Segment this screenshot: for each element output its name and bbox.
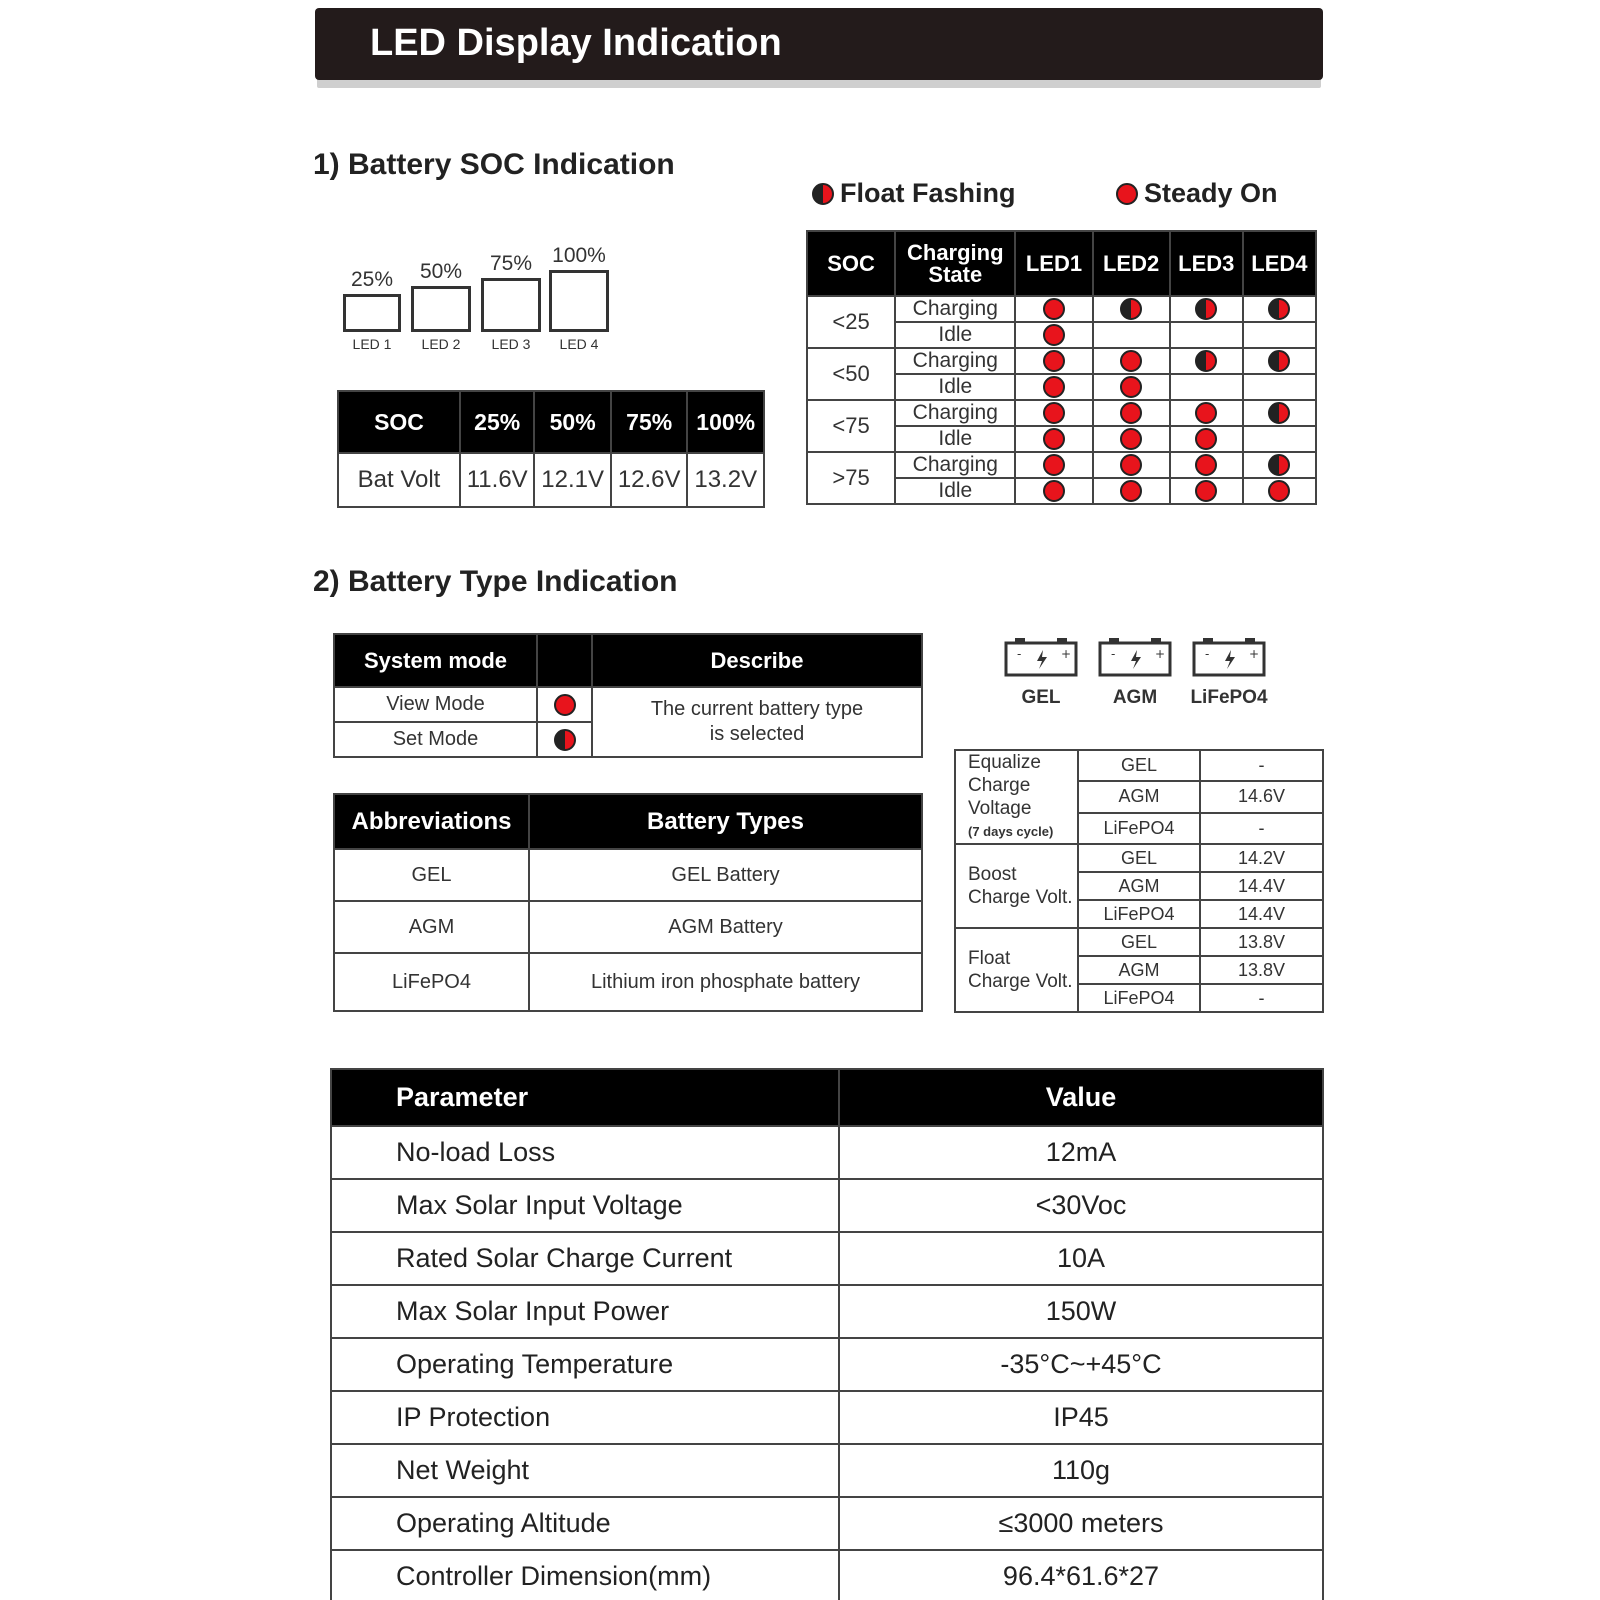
- set-mode-label: Set Mode: [334, 722, 537, 757]
- param-row: [331, 1179, 1323, 1232]
- param-row: [331, 1391, 1323, 1444]
- steady-on-icon: [1043, 376, 1065, 398]
- battery-icon-wrap: [1090, 636, 1180, 709]
- voltage-row: [955, 844, 1323, 872]
- param-row: [331, 1550, 1323, 1600]
- led-table-header: LED3: [1170, 231, 1243, 296]
- led-cell: [1093, 322, 1170, 348]
- voltage-battery-type: LiFePO4: [1078, 813, 1200, 844]
- charging-state: Charging: [895, 348, 1015, 374]
- steady-on-icon: [1043, 298, 1065, 320]
- param-value: <30Voc: [839, 1179, 1323, 1232]
- legend-float: [812, 178, 1016, 209]
- battery-icon-label: GEL: [1021, 687, 1061, 708]
- param-name: Operating Altitude: [331, 1497, 839, 1550]
- parameter-table: [330, 1068, 1324, 1600]
- steady-on-icon: [1043, 428, 1065, 450]
- led-name-label: LED 4: [559, 336, 599, 352]
- voltage-battery-type: AGM: [1078, 956, 1200, 984]
- led-box: [549, 270, 609, 332]
- view-mode-label: View Mode: [334, 687, 537, 722]
- steady-on-icon: [1195, 480, 1217, 502]
- led-percent-label: 25%: [350, 268, 394, 291]
- soc-voltage-table: [337, 390, 765, 508]
- led-cell: [1243, 348, 1316, 374]
- mode-led-header: [537, 634, 592, 687]
- charging-state: Idle: [895, 322, 1015, 348]
- soc-range: >75: [807, 452, 895, 504]
- steady-on-icon: [1120, 376, 1142, 398]
- describe-header: Describe: [592, 634, 922, 687]
- voltage-group-label: Equalize Charge Voltage: [968, 752, 1041, 819]
- battery-type-cell: AGM Battery: [529, 901, 922, 953]
- float-flashing-icon: [812, 183, 834, 205]
- led-cell: [1015, 478, 1092, 504]
- soc-header-cell: 75%: [611, 391, 688, 453]
- param-value: 110g: [839, 1444, 1323, 1497]
- battery-icon: [1191, 636, 1267, 678]
- led-cell: [1015, 296, 1092, 322]
- led-illustration-4: [543, 244, 615, 352]
- svg-text:+: +: [1155, 647, 1166, 661]
- voltage-battery-type: AGM: [1078, 872, 1200, 900]
- float-flashing-icon: [1268, 298, 1290, 320]
- led-cell: [1093, 348, 1170, 374]
- charging-state: Charging: [895, 400, 1015, 426]
- led-cell: [1093, 296, 1170, 322]
- svg-text:+: +: [1249, 647, 1260, 661]
- steady-on-icon: [1195, 428, 1217, 450]
- legend-float-label: Float Fashing: [840, 178, 1016, 208]
- led-status-table: [806, 230, 1317, 505]
- param-value: ≤3000 meters: [839, 1497, 1323, 1550]
- led-table-header: LED2: [1093, 231, 1170, 296]
- led-cell: [1170, 348, 1243, 374]
- led-cell: [1093, 374, 1170, 400]
- led-cell: [1243, 400, 1316, 426]
- led-cell: [1170, 426, 1243, 452]
- view-mode-led: [537, 687, 592, 722]
- soc-header-cell: 50%: [534, 391, 611, 453]
- voltage-group: [955, 928, 1078, 1012]
- param-row: [331, 1497, 1323, 1550]
- voltage-battery-type: LiFePO4: [1078, 900, 1200, 928]
- soc-range: <75: [807, 400, 895, 452]
- param-value: IP45: [839, 1391, 1323, 1444]
- section-soc-title: 1) Battery SOC Indication: [313, 148, 675, 181]
- float-flashing-icon: [1120, 298, 1142, 320]
- led-cell: [1015, 400, 1092, 426]
- led-name-label: LED 2: [421, 336, 461, 352]
- led-cell: [1170, 374, 1243, 400]
- steady-on-icon: [1043, 402, 1065, 424]
- bat-volt-value: 11.6V: [460, 453, 534, 507]
- section-type-title: 2) Battery Type Indication: [313, 565, 678, 598]
- voltage-value: 13.8V: [1200, 928, 1323, 956]
- abbr-header: Abbreviations: [334, 794, 529, 849]
- abbreviations-table: [333, 793, 923, 1012]
- param-name: Controller Dimension(mm): [331, 1550, 839, 1600]
- led-cell: [1170, 322, 1243, 348]
- mode-header: System mode: [334, 634, 537, 687]
- steady-on-icon: [554, 694, 576, 716]
- param-value: 96.4*61.6*27: [839, 1550, 1323, 1600]
- led-table-header: Charging State: [895, 231, 1015, 296]
- param-name: Operating Temperature: [331, 1338, 839, 1391]
- voltage-row: [955, 750, 1323, 781]
- legend-steady-label: Steady On: [1144, 178, 1278, 208]
- page-title: LED Display Indication: [370, 22, 782, 64]
- charging-state: Charging: [895, 452, 1015, 478]
- steady-on-icon: [1120, 350, 1142, 372]
- voltage-group: [955, 750, 1078, 844]
- charging-state: Idle: [895, 478, 1015, 504]
- parameter-header: Parameter: [331, 1069, 839, 1126]
- led-cell: [1093, 452, 1170, 478]
- param-value: -35°C~+45°C: [839, 1338, 1323, 1391]
- led-cell: [1015, 374, 1092, 400]
- steady-on-icon: [1043, 454, 1065, 476]
- led-cell: [1170, 452, 1243, 478]
- float-flashing-icon: [1268, 454, 1290, 476]
- voltage-group: [955, 844, 1078, 928]
- param-name: Net Weight: [331, 1444, 839, 1497]
- charging-state: Idle: [895, 426, 1015, 452]
- param-value: 10A: [839, 1232, 1323, 1285]
- voltage-value: 14.4V: [1200, 900, 1323, 928]
- svg-text:-: -: [1205, 647, 1210, 661]
- led-cell: [1093, 400, 1170, 426]
- param-row: [331, 1285, 1323, 1338]
- led-name-label: LED 3: [491, 336, 531, 352]
- voltage-battery-type: GEL: [1078, 928, 1200, 956]
- abbr-cell: GEL: [334, 849, 529, 901]
- led-cell: [1015, 322, 1092, 348]
- abbr-row: [334, 849, 922, 901]
- steady-on-icon: [1120, 454, 1142, 476]
- mode-description: The current battery type is selected: [592, 687, 922, 757]
- steady-on-icon: [1043, 350, 1065, 372]
- led-cell: [1243, 322, 1316, 348]
- led-table-header: SOC: [807, 231, 895, 296]
- float-flashing-icon: [1268, 350, 1290, 372]
- abbr-row: [334, 901, 922, 953]
- steady-on-icon: [1120, 428, 1142, 450]
- led-table-header: LED4: [1243, 231, 1316, 296]
- float-flashing-icon: [1195, 350, 1217, 372]
- led-cell: [1170, 478, 1243, 504]
- steady-on-icon: [1120, 402, 1142, 424]
- param-row: [331, 1338, 1323, 1391]
- abbr-cell: LiFePO4: [334, 953, 529, 1011]
- led-cell: [1093, 478, 1170, 504]
- abbr-cell: AGM: [334, 901, 529, 953]
- led-cell: [1170, 400, 1243, 426]
- charge-voltage-table: [954, 749, 1324, 1013]
- led-cell: [1243, 374, 1316, 400]
- steady-on-icon: [1268, 480, 1290, 502]
- charging-state: Charging: [895, 296, 1015, 322]
- voltage-value: -: [1200, 813, 1323, 844]
- led-table-row: [807, 452, 1316, 478]
- led-name-label: LED 1: [352, 336, 392, 352]
- voltage-value: -: [1200, 984, 1323, 1012]
- battery-icon: [1003, 636, 1079, 678]
- float-flashing-icon: [1195, 298, 1217, 320]
- led-illustration-2: [405, 260, 477, 352]
- steady-on-icon: [1116, 183, 1138, 205]
- led-table-row: [807, 348, 1316, 374]
- led-percent-label: 100%: [552, 244, 606, 267]
- svg-text:-: -: [1111, 647, 1116, 661]
- voltage-battery-type: LiFePO4: [1078, 984, 1200, 1012]
- steady-on-icon: [1195, 454, 1217, 476]
- voltage-battery-type: AGM: [1078, 781, 1200, 812]
- param-name: No-load Loss: [331, 1126, 839, 1179]
- voltage-value: 14.4V: [1200, 872, 1323, 900]
- bat-volt-value: 13.2V: [687, 453, 764, 507]
- battery-icon-wrap: [996, 636, 1086, 709]
- float-flashing-icon: [554, 729, 576, 751]
- param-name: Max Solar Input Power: [331, 1285, 839, 1338]
- steady-on-icon: [1043, 480, 1065, 502]
- battery-icon-wrap: [1184, 636, 1274, 709]
- param-value: 150W: [839, 1285, 1323, 1338]
- charging-state: Idle: [895, 374, 1015, 400]
- led-cell: [1093, 426, 1170, 452]
- title-banner: [315, 8, 1323, 80]
- system-mode-table: [333, 633, 923, 758]
- value-header: Value: [839, 1069, 1323, 1126]
- legend-steady: [1116, 178, 1278, 209]
- voltage-battery-type: GEL: [1078, 844, 1200, 872]
- led-illustration-3: [475, 252, 547, 352]
- voltage-group-label: Float Charge Volt.: [968, 948, 1073, 992]
- led-table-row: [807, 296, 1316, 322]
- voltage-value: 13.8V: [1200, 956, 1323, 984]
- svg-text:+: +: [1061, 647, 1072, 661]
- types-header: Battery Types: [529, 794, 922, 849]
- voltage-group-label: Boost Charge Volt.: [968, 864, 1073, 908]
- float-flashing-icon: [1268, 402, 1290, 424]
- soc-range: <50: [807, 348, 895, 400]
- battery-icon-label: LiFePO4: [1190, 687, 1268, 708]
- led-percent-label: 50%: [419, 260, 463, 283]
- svg-text:-: -: [1017, 647, 1022, 661]
- voltage-row: [955, 928, 1323, 956]
- led-percent-label: 75%: [489, 252, 533, 275]
- voltage-group-note: (7 days cycle): [968, 824, 1054, 839]
- bat-volt-value: 12.6V: [611, 453, 688, 507]
- led-table-row: [807, 400, 1316, 426]
- steady-on-icon: [1120, 480, 1142, 502]
- voltage-value: 14.2V: [1200, 844, 1323, 872]
- bat-volt-label: Bat Volt: [338, 453, 460, 507]
- param-name: Rated Solar Charge Current: [331, 1232, 839, 1285]
- battery-icon-label: AGM: [1112, 687, 1158, 708]
- voltage-value: 14.6V: [1200, 781, 1323, 812]
- param-value: 12mA: [839, 1126, 1323, 1179]
- voltage-value: -: [1200, 750, 1323, 781]
- param-name: Max Solar Input Voltage: [331, 1179, 839, 1232]
- param-name: IP Protection: [331, 1391, 839, 1444]
- led-table-header: LED1: [1015, 231, 1092, 296]
- voltage-battery-type: GEL: [1078, 750, 1200, 781]
- led-box: [343, 294, 401, 332]
- abbr-row: [334, 953, 922, 1011]
- steady-on-icon: [1195, 402, 1217, 424]
- led-box: [411, 286, 471, 332]
- led-box: [481, 278, 541, 332]
- led-illustration-1: [337, 268, 407, 352]
- led-cell: [1243, 296, 1316, 322]
- led-cell: [1015, 452, 1092, 478]
- set-mode-led: [537, 722, 592, 757]
- led-cell: [1243, 478, 1316, 504]
- battery-type-cell: Lithium iron phosphate battery: [529, 953, 922, 1011]
- soc-header-cell: 25%: [460, 391, 534, 453]
- param-row: [331, 1232, 1323, 1285]
- param-row: [331, 1126, 1323, 1179]
- soc-header-cell: SOC: [338, 391, 460, 453]
- steady-on-icon: [1043, 324, 1065, 346]
- led-cell: [1015, 348, 1092, 374]
- battery-type-cell: GEL Battery: [529, 849, 922, 901]
- soc-header-cell: 100%: [687, 391, 764, 453]
- led-cell: [1243, 452, 1316, 478]
- led-cell: [1243, 426, 1316, 452]
- bat-volt-value: 12.1V: [534, 453, 611, 507]
- led-cell: [1015, 426, 1092, 452]
- param-row: [331, 1444, 1323, 1497]
- battery-icon: [1097, 636, 1173, 678]
- led-cell: [1170, 296, 1243, 322]
- soc-range: <25: [807, 296, 895, 348]
